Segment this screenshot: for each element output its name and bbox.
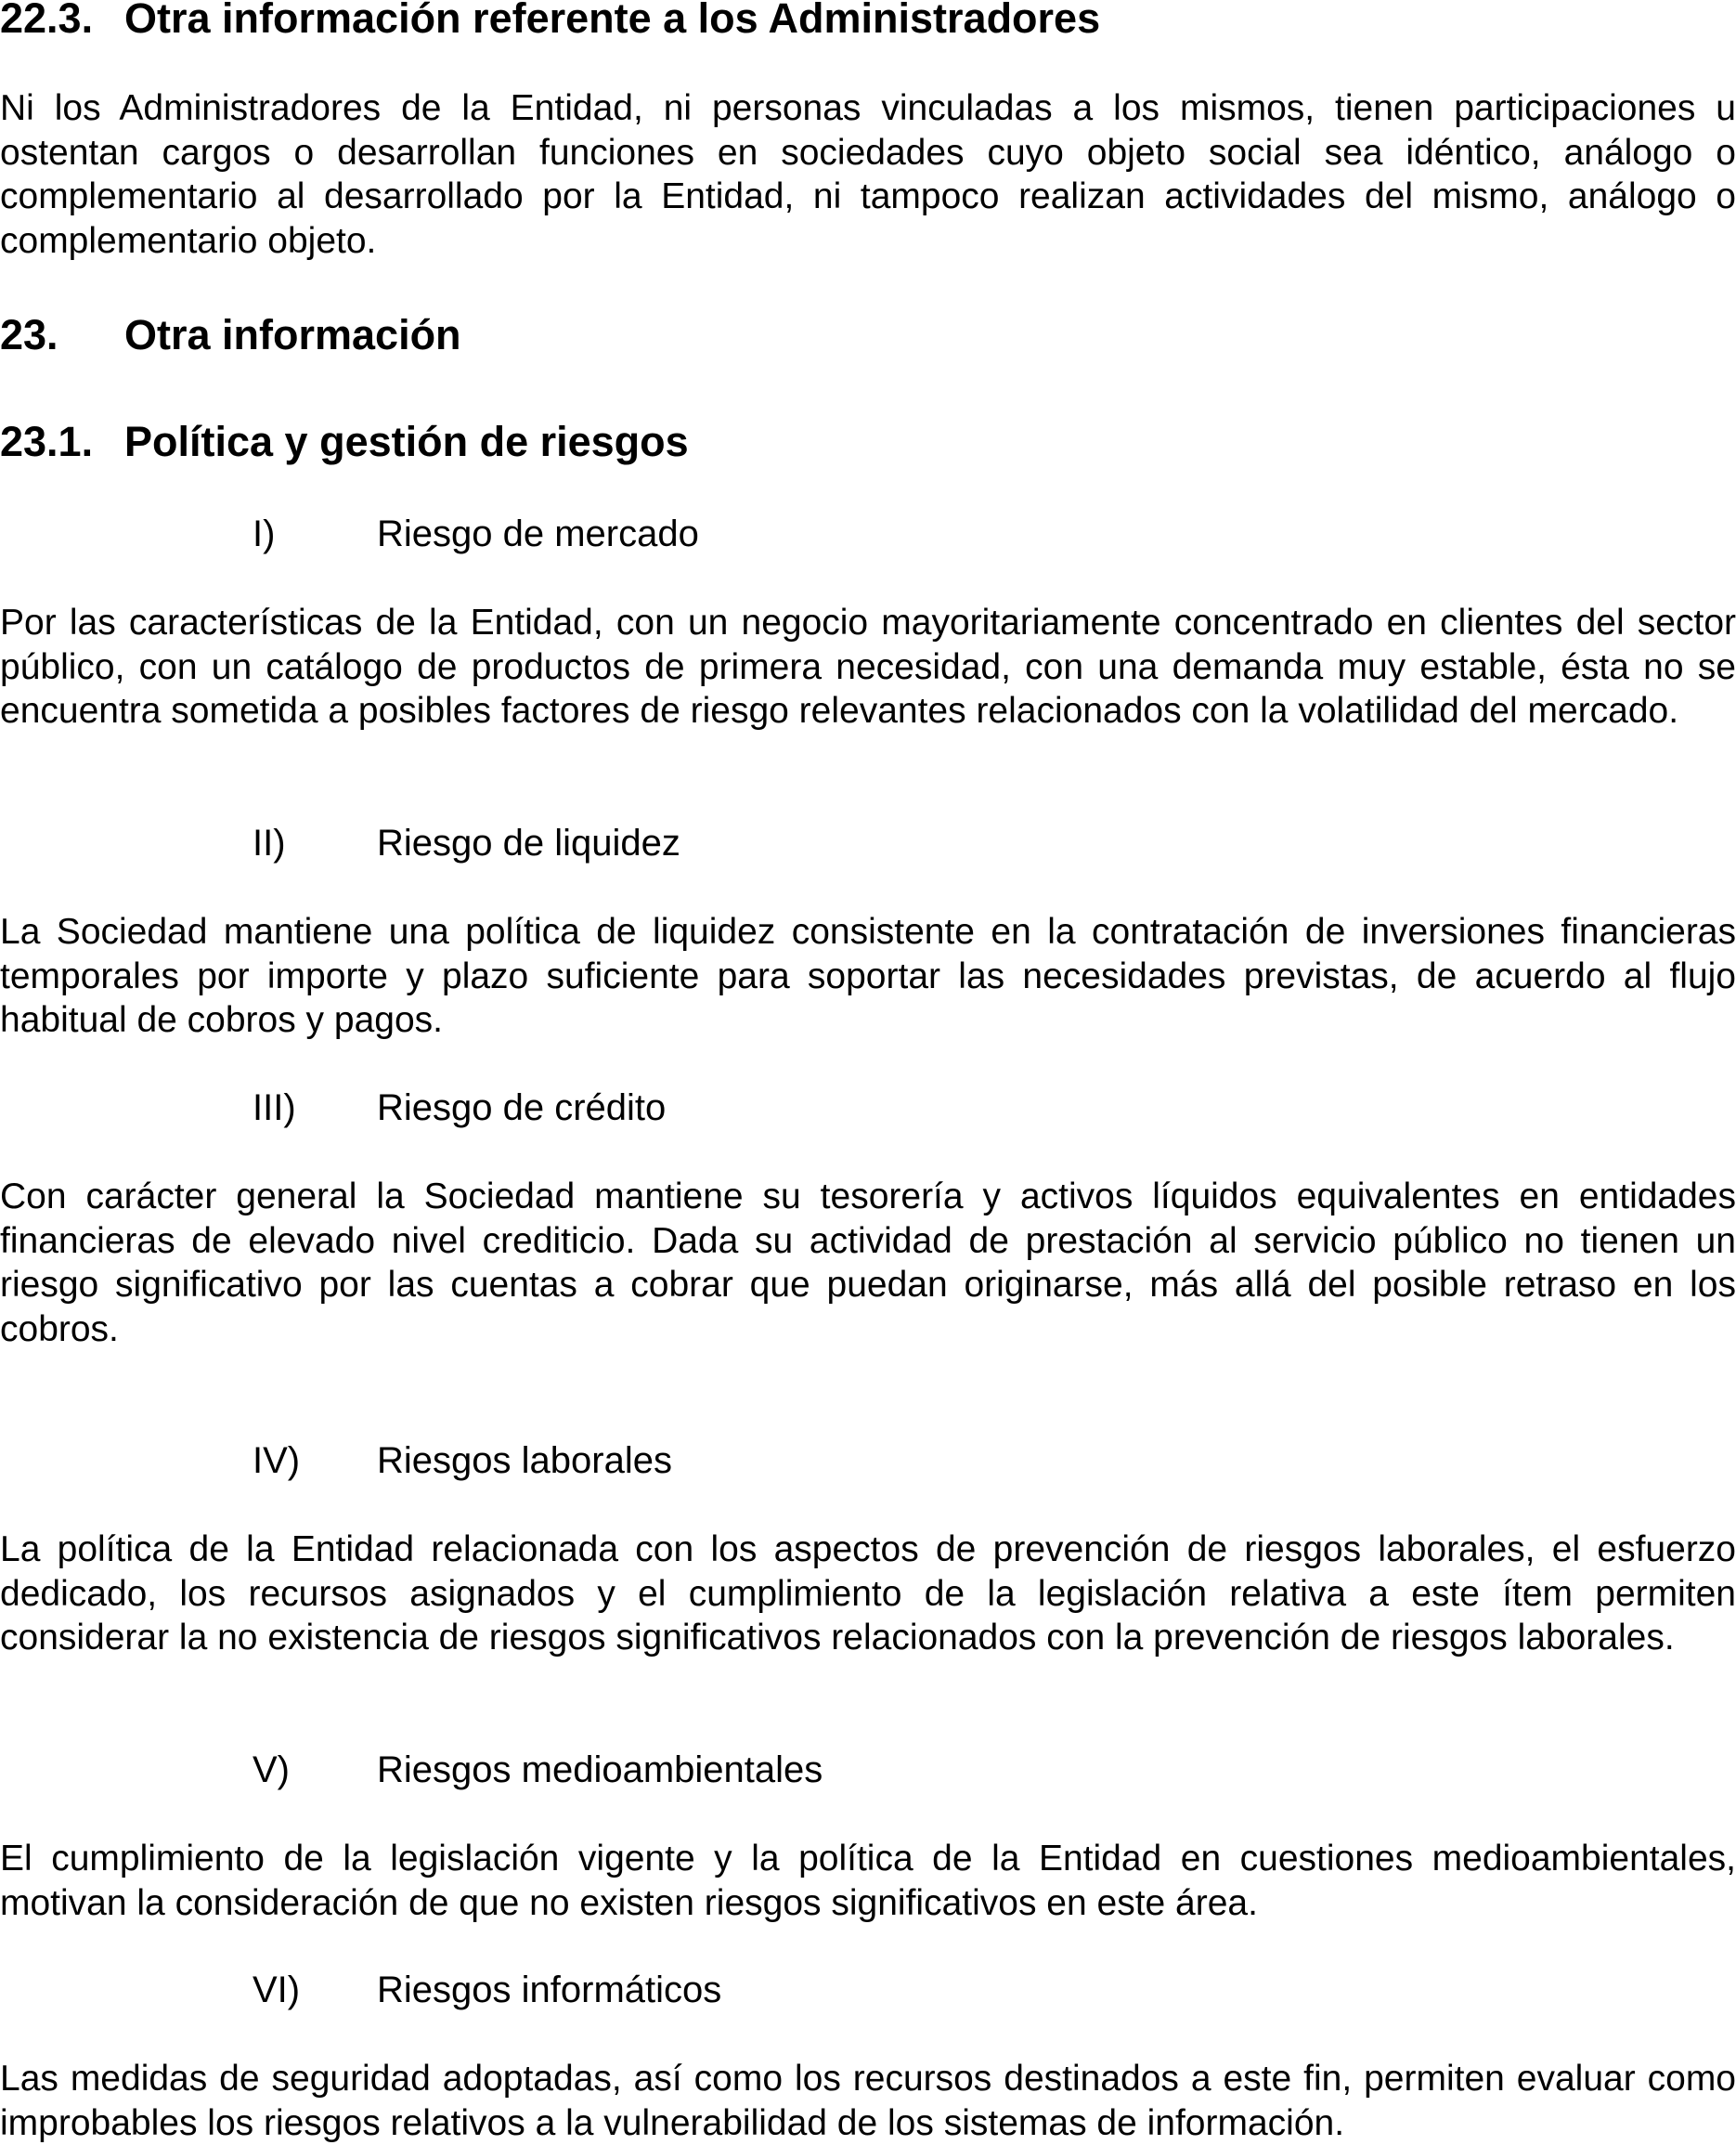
risk-heading-market: [0, 511, 1736, 557]
risk-heading-credit: [0, 1085, 1736, 1131]
section-title: Política y gestión de riesgos: [124, 418, 689, 465]
risk-numeral: V): [253, 1749, 290, 1790]
risk-title: Riesgo de crédito: [377, 1087, 667, 1128]
risk-paragraph-credit: Con carácter general la Sociedad mantiene su tesorería y activos líquidos equivalentes en entidades financieras de elevado nivel crediticio. Dada su actividad de prestación al servicio público no tienen un riesgo significativo por las cuentas a cobrar que puedan originarse, más allá del posible retraso en los cobros.: [0, 1176, 1736, 1349]
risk-numeral: III): [253, 1087, 296, 1128]
section-title: Otra información: [124, 311, 461, 358]
risk-heading-environmental: [0, 1747, 1736, 1793]
risk-heading-liquidity: [0, 820, 1736, 866]
risk-title: Riesgos medioambientales: [377, 1749, 823, 1790]
risk-heading-labor: [0, 1437, 1736, 1484]
risk-paragraph-market: Por las características de la Entidad, con un negocio mayoritariamente concentrado en clientes del sector público, con un catálogo de productos de primera necesidad, con una demanda muy estable, ésta no se encuentra sometida a posibles factores de riesgo relevantes relacionados con la volatilidad del mercado.: [0, 603, 1736, 731]
risk-numeral: II): [253, 823, 286, 864]
risk-title: Riesgos laborales: [377, 1440, 672, 1481]
risk-heading-it: [0, 1967, 1736, 2013]
risk-numeral: IV): [253, 1440, 301, 1481]
section-number: 22.3.: [0, 0, 94, 42]
risk-title: Riesgo de mercado: [377, 514, 699, 554]
risk-paragraph-environmental: El cumplimiento de la legislación vigente y la política de la Entidad en cuestiones medioambientales, motivan la consideración de que no existen riesgos significativos en este área.: [0, 1839, 1736, 1923]
section-number: 23.: [0, 311, 58, 358]
risk-paragraph-it: Las medidas de seguridad adoptadas, así como los recursos destinados a este fin, permiten evaluar como improbables los riesgos relativos a la vulnerabilidad de los sistemas de información.: [0, 2059, 1736, 2143]
risk-title: Riesgo de liquidez: [377, 823, 680, 864]
risk-numeral: I): [253, 514, 276, 554]
section-number: 23.1.: [0, 418, 94, 465]
risk-paragraph-labor: La política de la Entidad relacionada con los aspectos de prevención de riesgos laborales, el esfuerzo dedicado, los recursos asignados y el cumplimiento de la legislación relativa a este ítem permiten considerar la no existencia de riesgos significativos relacionados con la prevención de riesgos laborales.: [0, 1529, 1736, 1658]
risk-paragraph-liquidity: La Sociedad mantiene una política de liquidez consistente en la contratación de inversiones financieras temporales por importe y plazo suficiente para soportar las necesidades previstas, de acuerdo al flujo habitual de cobros y pagos.: [0, 912, 1736, 1040]
risk-numeral: VI): [253, 1970, 301, 2010]
administrators-paragraph: Ni los Administradores de la Entidad, ni personas vinculadas a los mismos, tienen participaciones u ostentan cargos o desarrollan funciones en sociedades cuyo objeto social sea idéntico, análogo o complementario al desarrollado por la Entidad, ni tampoco realizan actividades del mismo, análogo o complementario objeto.: [0, 88, 1736, 261]
section-title: Otra información referente a los Administradores: [124, 0, 1101, 42]
risk-title: Riesgos informáticos: [377, 1970, 722, 2010]
section-heading-23: [0, 307, 1736, 363]
section-heading-23-1: [0, 414, 1736, 470]
section-heading-22-3: [0, 0, 1736, 46]
